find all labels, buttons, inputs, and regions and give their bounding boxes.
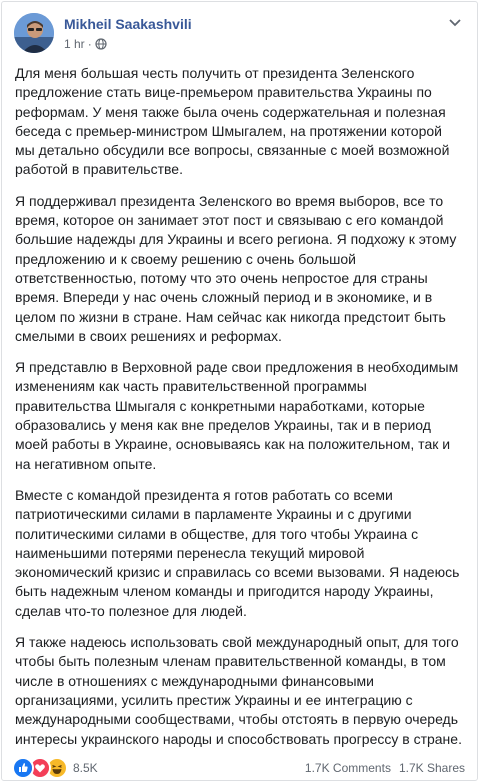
- reaction-icons[interactable]: [12, 757, 63, 779]
- post-meta: [64, 37, 107, 51]
- post-text: [15, 64, 465, 761]
- author-name[interactable]: Mikheil Saakashvili: [64, 16, 192, 32]
- post-header: [14, 13, 465, 57]
- post-paragraph: Для меня большая честь получить от президента Зеленского предложение стать вице-премьером правительства Украины по реформам. У меня также была очень содержательная и полезная беседа с премьер-министром Шмыгалем, на протяжении которой мы детально обсудили все вопросы, связанные с моей возможной работой в правительстве.: [15, 65, 450, 178]
- avatar[interactable]: [14, 13, 54, 53]
- meta-separator: ·: [87, 37, 92, 51]
- post-paragraph: Я представлю в Верховной раде свои предложения в необходимым изменениям как часть правительственной программы правительства Шмыгаля с конкретными наработками, которые образовались у меня как вне пределов Украины, так и в период моей работы в Украине, основываясь как на положительном, так и на негативном опыте.: [15, 359, 459, 472]
- avatar-image: [14, 13, 54, 53]
- like-reaction-icon: [12, 757, 34, 779]
- post-time[interactable]: 1 hr: [64, 37, 85, 51]
- post-menu-button[interactable]: [445, 13, 465, 33]
- post-footer: [12, 757, 465, 779]
- shares-count[interactable]: 1.7K Shares: [398, 761, 465, 775]
- globe-icon[interactable]: [95, 38, 107, 50]
- comments-count[interactable]: 1.7K Comments: [304, 761, 391, 775]
- post-card: [1, 1, 478, 781]
- engagement-stats: [305, 761, 465, 775]
- chevron-down-icon: [449, 19, 461, 27]
- post-paragraph: Вместе с командой президента я готов работать со всеми патриотическими силами в парламенте Украины и с другими политическими силами в обществе, для того чтобы Украина с наименьшими потерями перенесла текущий мировой экономический кризис и справилась со всеми вызовами. Я надеюсь быть надежным членом команды и пригодится народу Украины, сделав что-то полезное для людей.: [15, 486, 460, 619]
- post-paragraph: Я также надеюсь использовать свой международный опыт, для того чтобы быть полезным членам правительственной команды, в том числе в отношениях с международными финансовыми организациями, усилить престиж Украины и ее интеграцию с международными сообществами, чтобы отстоять в первую очередь интересы украинского народы и способствовать прогрессу в стране.: [15, 634, 462, 747]
- reaction-count[interactable]: 8.5K: [73, 761, 98, 775]
- post-paragraph: Я поддерживал президента Зеленского во время выборов, все то время, которое он занимает этот пост и связываю с его командой большие надежды для Украины и всего региона. Я подхожу к этому предложению и к своему решению с очень большой ответственностью, потому что это очень непростое для страны время. Впереди у нас очень сложный период и в экономике, и в целом по жизни в стране. Нам сейчас как никогда предстоит быть смелыми в своих решениях и реформах.: [15, 192, 457, 344]
